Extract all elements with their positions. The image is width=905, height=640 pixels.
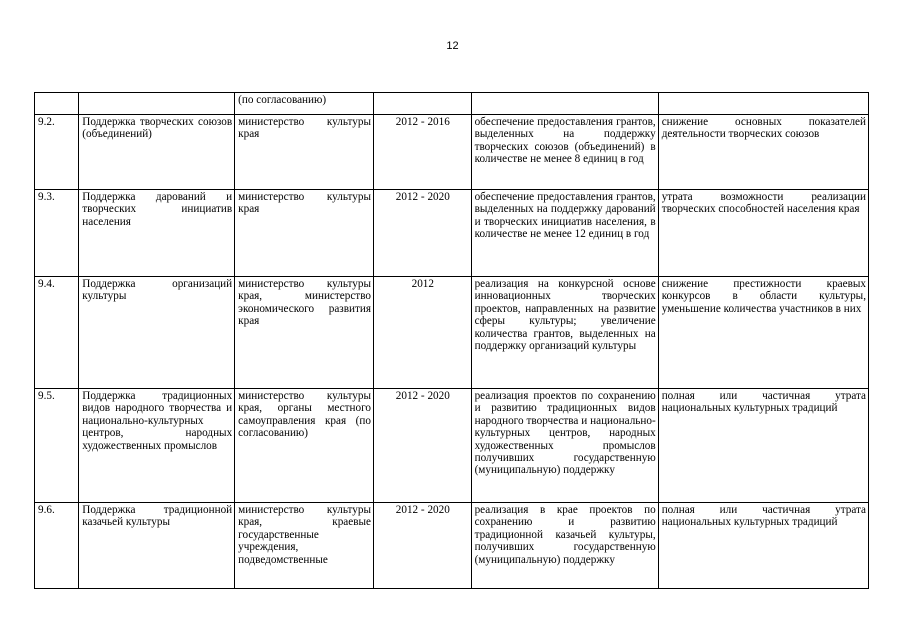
cell-years: 2012 - 2020: [374, 190, 472, 277]
cell-consequence: утрата возможности реализации творческих способностей населения края: [658, 190, 868, 277]
cell-number: 9.6.: [35, 503, 79, 589]
cell-result: реализация проектов по сохранению и развитию традиционных видов народного творчества и национально-культурных центров, народных художественных промыслов получивших государственную (муниципальную) поддержку: [471, 389, 658, 503]
cell-years: 2012 - 2016: [374, 115, 472, 190]
table-row: [35, 277, 869, 389]
cell-executor: министерство культуры края, краевые государственные учреждения, подведомственные: [235, 503, 374, 589]
cell-consequence: снижение основных показателей деятельности творческих союзов: [658, 115, 868, 190]
cell-number: [35, 93, 79, 115]
table-row: [35, 503, 869, 589]
cell-consequence: [658, 93, 868, 115]
cell-result: обеспечение предоставления грантов, выделенных на поддержку творческих союзов (объединений) в количестве не менее 8 единиц в год: [471, 115, 658, 190]
cell-consequence: полная или частичная утрата национальных культурных традиций: [658, 389, 868, 503]
cell-name: [79, 93, 235, 115]
cell-years: 2012 - 2020: [374, 389, 472, 503]
cell-name: Поддержка традиционной казачьей культуры: [79, 503, 235, 589]
measures-table: [34, 92, 869, 589]
cell-years: 2012 - 2020: [374, 503, 472, 589]
page-number: 12: [446, 40, 459, 52]
cell-result: реализация в крае проектов по сохранению и развитию традиционной казачьей культуры, получивших государственную (муниципальную) поддержку: [471, 503, 658, 589]
cell-executor: министерство культуры края: [235, 190, 374, 277]
cell-years: [374, 93, 472, 115]
table-row: [35, 115, 869, 190]
cell-name: Поддержка творческих союзов (объединений): [79, 115, 235, 190]
cell-name: Поддержка организаций культуры: [79, 277, 235, 389]
table-row-continuation: [35, 93, 869, 115]
cell-years: 2012: [374, 277, 472, 389]
cell-name: Поддержка традиционных видов народного творчества и национально-культурных центров, народных художественных промыслов: [79, 389, 235, 503]
cell-result: обеспечение предоставления грантов, выделенных на поддержку дарований и творческих инициатив населения, в количестве не менее 12 единиц в год: [471, 190, 658, 277]
cell-executor: министерство культуры края, органы местного самоуправления края (по согласованию): [235, 389, 374, 503]
table-row: [35, 389, 869, 503]
cell-consequence: снижение престижности краевых конкурсов в области культуры, уменьшение количества участников в них: [658, 277, 868, 389]
cell-number: 9.3.: [35, 190, 79, 277]
cell-result: реализация на конкурсной основе инновационных творческих проектов, направленных на развитие сферы культуры; увеличение количества грантов, выделенных на поддержку организаций культуры: [471, 277, 658, 389]
cell-executor: министерство культуры края, министерство экономического развития края: [235, 277, 374, 389]
cell-number: 9.5.: [35, 389, 79, 503]
cell-number: 9.4.: [35, 277, 79, 389]
table-row: [35, 190, 869, 277]
cell-executor: (по согласованию): [235, 93, 374, 115]
cell-consequence: полная или частичная утрата национальных культурных традиций: [658, 503, 868, 589]
cell-number: 9.2.: [35, 115, 79, 190]
cell-name: Поддержка дарований и творческих инициатив населения: [79, 190, 235, 277]
cell-result: [471, 93, 658, 115]
cell-executor: министерство культуры края: [235, 115, 374, 190]
